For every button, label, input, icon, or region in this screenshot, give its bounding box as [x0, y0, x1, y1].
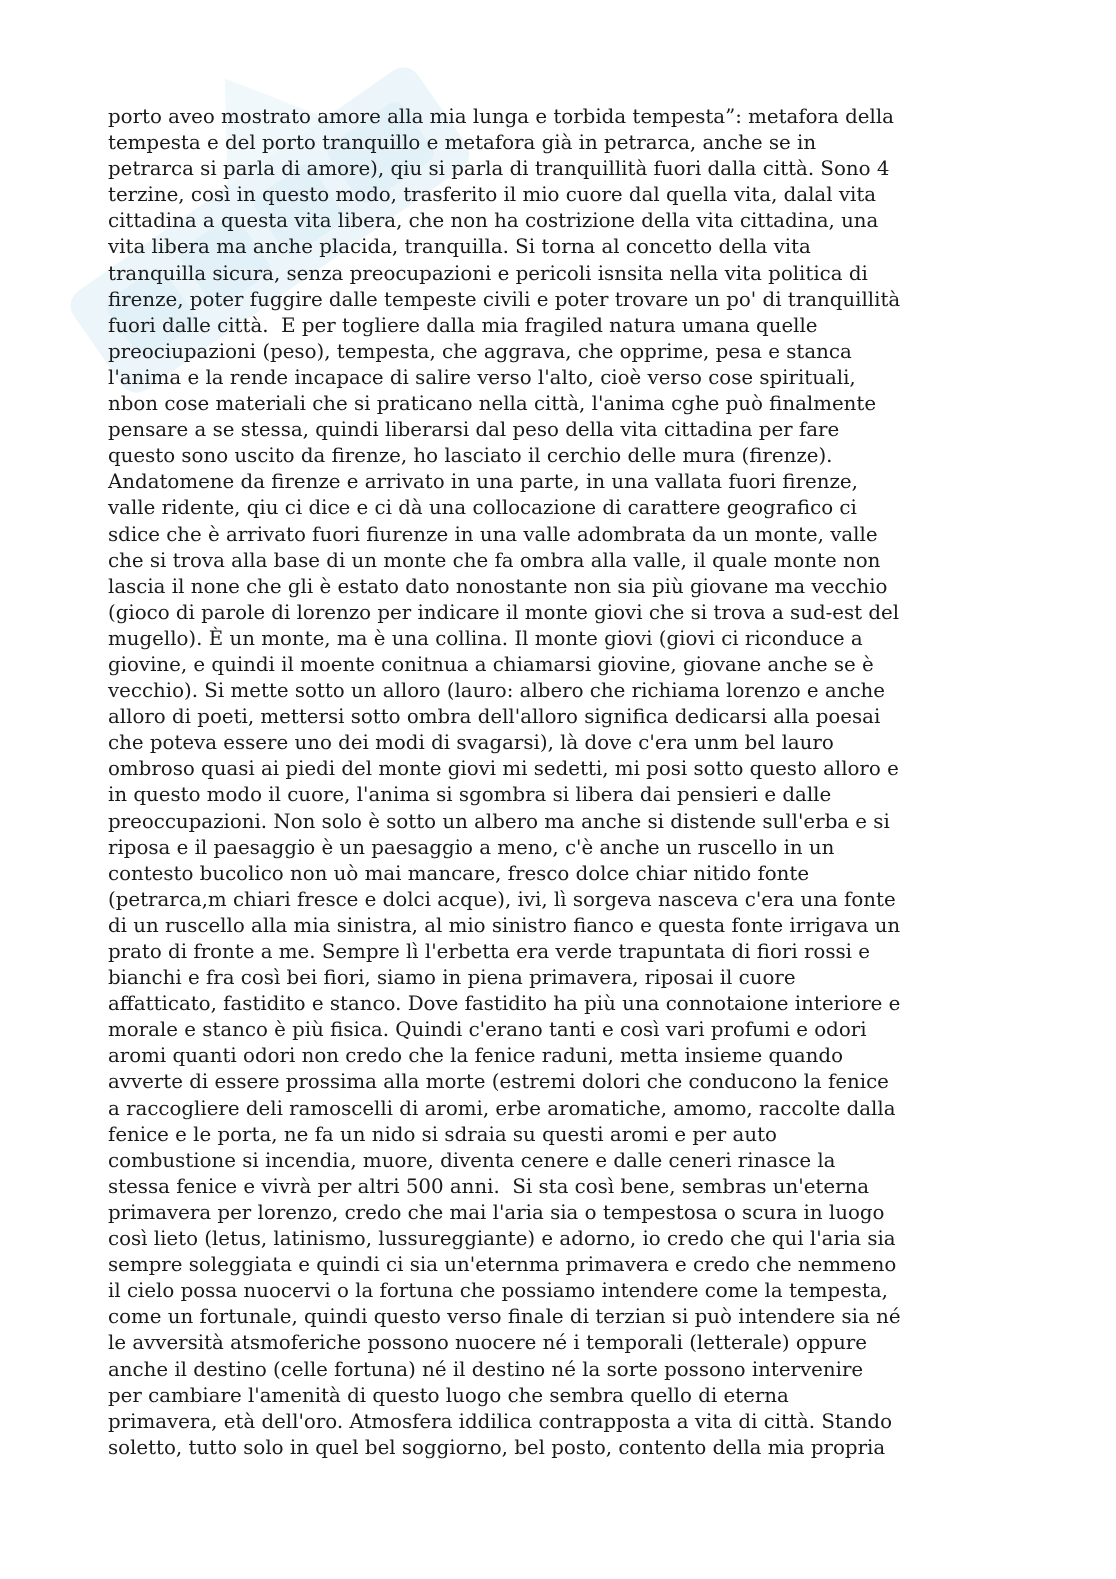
text-line: per cambiare l'amenità di questo luogo che sembra quello di eterna — [108, 1383, 789, 1407]
text-line: aromi quanti odori non credo che la fenice raduni, metta insieme quando — [108, 1044, 843, 1068]
text-line: avverte di essere prossima alla morte (estremi dolori che conducono la fenice — [108, 1070, 889, 1094]
text-line: il cielo possa nuocervi o la fortuna che possiamo intendere come la tempesta, — [108, 1279, 888, 1303]
text-line: questo sono uscito da firenze, ho lasciato il cerchio delle mura (firenze). — [108, 444, 833, 468]
document-body — [108, 104, 1008, 1461]
text-line: l'anima e la rende incapace di salire verso l'alto, cioè verso cose spirituali, — [108, 365, 856, 389]
text-line: giovine, e quindi il moente conitnua a chiamarsi giovine, giovane anche se è — [108, 652, 874, 676]
text-line: firenze, poter fuggire dalle tempeste civili e poter trovare un po' di tranquillità — [108, 287, 901, 311]
text-line: (petrarca,m chiari fresce e dolci acque), ivi, lì sorgeva nasceva c'era una fonte — [108, 887, 896, 911]
text-line: preoccupazioni. Non solo è sotto un albero ma anche si distende sull'erba e si — [108, 809, 890, 833]
text-line: contesto bucolico non uò mai mancare, fresco dolce chiar nitido fonte — [108, 861, 810, 885]
text-line: fuori dalle città. E per togliere dalla mia fragiled natura umana quelle — [108, 313, 818, 337]
text-line: vita libera ma anche placida, tranquilla. Si torna al concetto della vita — [108, 235, 811, 259]
text-line: tempesta e del porto tranquillo e metafora già in petrarca, anche se in — [108, 131, 817, 155]
text-line: in questo modo il cuore, l'anima si sgombra si libera dai pensieri e dalle — [108, 783, 832, 807]
text-line: preociupazioni (peso), tempesta, che aggrava, che opprime, pesa e stanca — [108, 339, 852, 363]
text-line: a raccogliere deli ramoscelli di aromi, erbe aromatiche, amomo, raccolte dalla — [108, 1096, 896, 1120]
text-line: primavera per lorenzo, credo che mai l'aria sia o tempestosa o scura in luogo — [108, 1200, 885, 1224]
text-line: sdice che è arrivato fuori fiurenze in una valle adombrata da un monte, valle — [108, 522, 878, 546]
text-line: stessa fenice e vivrà per altri 500 anni. Si sta così bene, sembras un'eterna — [108, 1174, 870, 1198]
text-line: fenice e le porta, ne fa un nido si sdraia su questi aromi e per auto — [108, 1122, 777, 1146]
text-line: Andatomene da firenze e arrivato in una parte, in una vallata fuori firenze, — [108, 470, 858, 494]
text-line: morale e stanco è più fisica. Quindi c'erano tanti e così vari profumi e odori — [108, 1018, 867, 1042]
text-line: sempre soleggiata e quindi ci sia un'eternma primavera e credo che nemmeno — [108, 1253, 897, 1277]
text-line: (gioco di parole di lorenzo per indicare il monte giovi che si trova a sud-est del — [108, 600, 900, 624]
text-line: che poteva essere uno dei modi di svagarsi), là dove c'era unm bel lauro — [108, 731, 834, 755]
text-line: vecchio). Si mette sotto un alloro (lauro: albero che richiama lorenzo e anche — [108, 679, 885, 703]
text-line: combustione si incendia, muore, diventa cenere e dalle ceneri rinasce la — [108, 1148, 836, 1172]
text-line: le avversità atsmoferiche possono nuocere né i temporali (letterale) oppure — [108, 1331, 867, 1355]
text-line: così lieto (letus, latinismo, lussureggiante) e adorno, io credo che qui l'aria sia — [108, 1227, 896, 1251]
text-line: porto aveo mostrato amore alla mia lunga e torbida tempesta”: metafora della — [108, 105, 894, 128]
text-line: petrarca si parla di amore), qiu si parla di tranquillità fuori dalla città. Sono 4 — [108, 157, 890, 181]
text-line: anche il destino (celle fortuna) né il destino né la sorte possono intervenire — [108, 1357, 864, 1381]
text-line: riposa e il paesaggio è un paesaggio a meno, c'è anche un ruscello in un — [108, 835, 835, 859]
text-line: affatticato, fastidito e stanco. Dove fastidito ha più una connotaione interiore e — [108, 992, 901, 1016]
text-line: ombroso quasi ai piedi del monte giovi mi sedetti, mi posi sotto questo alloro e — [108, 757, 899, 781]
text-line: nbon cose materiali che si praticano nella città, l'anima cghe può finalmente — [108, 392, 877, 416]
text-line: pensare a se stessa, quindi liberarsi dal peso della vita cittadina per fare — [108, 418, 840, 442]
text-line: alloro di poeti, mettersi sotto ombra dell'alloro significa dedicarsi alla poesai — [108, 705, 881, 729]
text-line: come un fortunale, quindi questo verso finale di terzian si può intendere sia né — [108, 1305, 901, 1329]
text-line: tranquilla sicura, senza preocupazioni e pericoli isnsita nella vita politica di — [108, 261, 868, 285]
text-line: bianchi e fra così bei fiori, siamo in piena primavera, riposai il cuore — [108, 966, 796, 990]
text-line: primavera, età dell'oro. Atmosfera iddilica contrapposta a vita di città. Stando — [108, 1409, 892, 1433]
text-line: cittadina a questa vita libera, che non ha costrizione della vita cittadina, una — [108, 209, 879, 233]
text-line: lascia il none che gli è estato dato nonostante non sia più giovane ma vecchio — [108, 574, 888, 598]
text-line: soletto, tutto solo in quel bel soggiorno, bel posto, contento della mia propria — [108, 1435, 886, 1459]
text-line: che si trova alla base di un monte che fa ombra alla valle, il quale monte non — [108, 548, 881, 572]
text-line: terzine, così in questo modo, trasferito il mio cuore dal quella vita, dalal vita — [108, 183, 877, 207]
text-line: prato di fronte a me. Sempre lì l'erbetta era verde trapuntata di fiori rossi e — [108, 940, 870, 963]
text-line: mugello). È un monte, ma è una collina. Il monte giovi (giovi ci riconduce a — [108, 626, 863, 650]
text-line: di un ruscello alla mia sinistra, al mio sinistro fianco e questa fonte irrigava un — [108, 913, 901, 937]
text-line: valle ridente, qiu ci dice e ci dà una collocazione di carattere geografico ci — [108, 496, 857, 520]
